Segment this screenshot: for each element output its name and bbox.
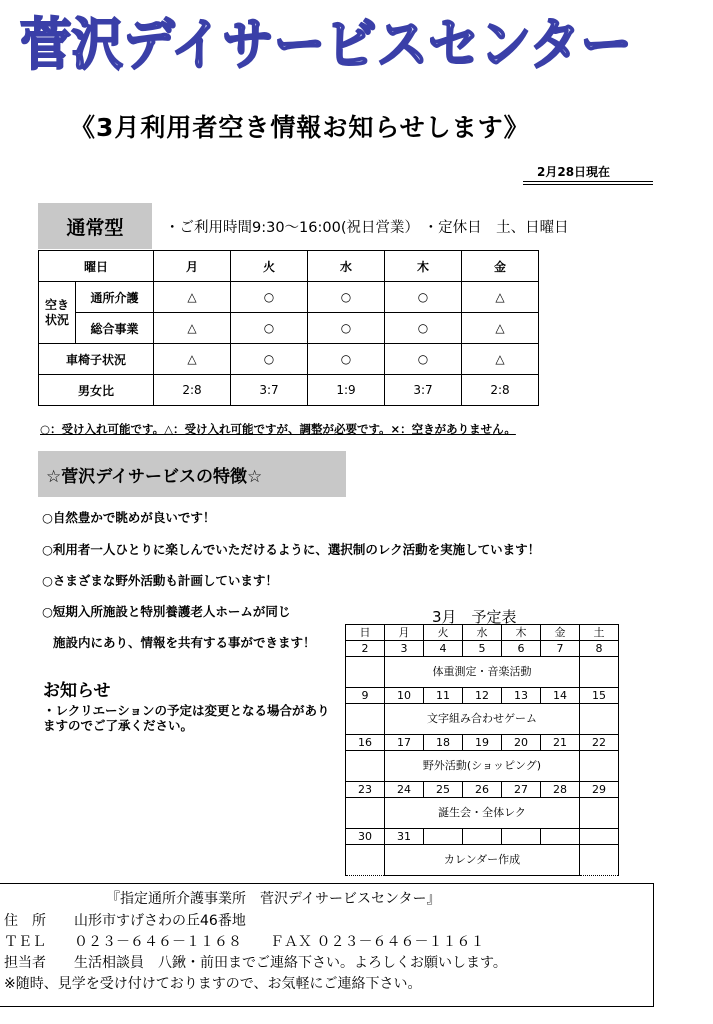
date-cell: 16 xyxy=(346,735,385,751)
date-cell: 26 xyxy=(463,782,502,798)
value-cell: ○ xyxy=(385,313,462,344)
date-row xyxy=(346,735,619,751)
value-cell: 2:8 xyxy=(462,375,539,406)
day-header: 曜日 xyxy=(39,251,154,282)
title-banner xyxy=(18,6,638,76)
feature-item: ○利用者一人ひとりに楽しんでいただけるように、選択制のレク活動を実施しています！ xyxy=(42,542,541,557)
date-row xyxy=(346,782,619,798)
value-cell: △ xyxy=(462,282,539,313)
date-cell: 24 xyxy=(385,782,424,798)
date-cell: 5 xyxy=(463,641,502,657)
availability-table xyxy=(38,250,539,406)
footer-contact: 担当者 生活相談員 八鍬・前田までご連絡下さい。よろしくお願いします。 xyxy=(4,955,507,971)
feature-item: ○さまざまな野外活動も計画しています！ xyxy=(42,573,278,588)
activity-row xyxy=(346,798,619,829)
value-cell: 3:7 xyxy=(231,375,308,406)
date-cell: 14 xyxy=(541,688,580,704)
footer-phone: ＴＥＬ ０２３－６４６－１１６８ ＦＡＸ ０２３－６４６－１１６１ xyxy=(4,934,485,950)
value-cell: ○ xyxy=(308,282,385,313)
weekday-cell: 水 xyxy=(463,625,502,641)
empty-cell xyxy=(346,845,385,876)
feature-item: 施設内にあり、情報を共有する事ができます！ xyxy=(53,635,316,650)
table-row xyxy=(39,251,539,282)
value-cell: ○ xyxy=(231,344,308,375)
empty-cell xyxy=(346,657,385,688)
row-label: 通所介護 xyxy=(76,282,154,313)
date-cell: 25 xyxy=(424,782,463,798)
date-cell: 20 xyxy=(502,735,541,751)
page-subtitle: 《3月利用者空き情報お知らせします》 xyxy=(70,113,530,142)
date-cell: 28 xyxy=(541,782,580,798)
day-cell: 水 xyxy=(308,251,385,282)
date-row xyxy=(346,641,619,657)
table-row xyxy=(39,313,539,344)
schedule-table xyxy=(345,624,619,876)
date-cell: 29 xyxy=(580,782,619,798)
empty-cell xyxy=(346,704,385,735)
value-cell: ○ xyxy=(308,344,385,375)
weekday-cell: 土 xyxy=(580,625,619,641)
value-cell: △ xyxy=(154,344,231,375)
activity-row xyxy=(346,845,619,876)
empty-cell xyxy=(580,657,619,688)
date-cell: 27 xyxy=(502,782,541,798)
date-cell: 4 xyxy=(424,641,463,657)
activity-cell: 誕生会・全体レク xyxy=(385,798,580,829)
value-cell: ○ xyxy=(231,313,308,344)
banner-title: 菅沢デイサービスセンター xyxy=(20,13,632,76)
date-cell xyxy=(502,829,541,845)
date-cell: 12 xyxy=(463,688,502,704)
date-cell: 18 xyxy=(424,735,463,751)
activity-cell: 体重測定・音楽活動 xyxy=(385,657,580,688)
value-cell: △ xyxy=(462,313,539,344)
date-cell: 23 xyxy=(346,782,385,798)
day-cell: 木 xyxy=(385,251,462,282)
activity-row xyxy=(346,751,619,782)
day-cell: 金 xyxy=(462,251,539,282)
date-cell: 3 xyxy=(385,641,424,657)
schedule-title: 3月 予定表 xyxy=(432,608,517,626)
weekday-row xyxy=(346,625,619,641)
activity-cell: カレンダー作成 xyxy=(385,845,580,876)
row-label: 総合事業 xyxy=(76,313,154,344)
value-cell: ○ xyxy=(308,313,385,344)
date-cell: 2 xyxy=(346,641,385,657)
value-cell: ○ xyxy=(385,282,462,313)
value-cell: △ xyxy=(154,282,231,313)
date-cell xyxy=(463,829,502,845)
value-cell: 2:8 xyxy=(154,375,231,406)
activity-cell: 文字組み合わせゲーム xyxy=(385,704,580,735)
activity-row xyxy=(346,657,619,688)
group-label: 空き 状況 xyxy=(39,282,76,344)
value-cell: △ xyxy=(462,344,539,375)
feature-item: ○短期入所施設と特別養護老人ホームが同じ xyxy=(42,604,291,619)
date-cell: 13 xyxy=(502,688,541,704)
table-row xyxy=(39,375,539,406)
weekday-cell: 火 xyxy=(424,625,463,641)
activity-cell: 野外活動(ショッピング) xyxy=(385,751,580,782)
footer-note: ※随時、見学を受け付けておりますので、お気軽にご連絡下さい。 xyxy=(4,976,422,992)
footer-address: 住 所 山形市すげさわの丘46番地 xyxy=(4,913,246,929)
feature-item: ○自然豊かで眺めが良いです！ xyxy=(42,510,216,525)
notice-title: お知らせ xyxy=(43,681,111,701)
service-type-label: 通常型 xyxy=(38,203,152,249)
date-cell: 11 xyxy=(424,688,463,704)
empty-cell xyxy=(580,798,619,829)
value-cell: 3:7 xyxy=(385,375,462,406)
date-cell: 30 xyxy=(346,829,385,845)
empty-cell xyxy=(346,798,385,829)
date-underline xyxy=(523,181,653,182)
table-row xyxy=(39,282,539,313)
date-cell: 9 xyxy=(346,688,385,704)
date-row xyxy=(346,688,619,704)
date-cell: 8 xyxy=(580,641,619,657)
date-cell xyxy=(580,829,619,845)
empty-cell xyxy=(580,845,619,876)
weekday-cell: 月 xyxy=(385,625,424,641)
row-label: 男女比 xyxy=(39,375,154,406)
empty-cell xyxy=(580,704,619,735)
value-cell: 1:9 xyxy=(308,375,385,406)
date-cell xyxy=(541,829,580,845)
as-of-date: 2月28日現在 xyxy=(537,165,611,179)
date-row xyxy=(346,829,619,845)
weekday-cell: 木 xyxy=(502,625,541,641)
date-cell: 10 xyxy=(385,688,424,704)
service-hours: ・ご利用時間9:30～16:00(祝日営業） ・定休日 土、日曜日 xyxy=(165,220,569,236)
notice-body: ・レクリエーションの予定は変更となる場合がありますのでご了承ください。 xyxy=(43,703,330,733)
footer-title: 『指定通所介護事業所 菅沢デイサービスセンター』 xyxy=(106,891,441,907)
activity-row xyxy=(346,704,619,735)
table-row xyxy=(39,344,539,375)
date-cell: 22 xyxy=(580,735,619,751)
date-cell: 15 xyxy=(580,688,619,704)
weekday-cell: 金 xyxy=(541,625,580,641)
date-cell: 6 xyxy=(502,641,541,657)
empty-cell xyxy=(346,751,385,782)
value-cell: ○ xyxy=(231,282,308,313)
empty-cell xyxy=(580,751,619,782)
date-cell xyxy=(424,829,463,845)
date-cell: 31 xyxy=(385,829,424,845)
date-cell: 17 xyxy=(385,735,424,751)
value-cell: ○ xyxy=(385,344,462,375)
day-cell: 月 xyxy=(154,251,231,282)
date-cell: 19 xyxy=(463,735,502,751)
features-heading: ☆菅沢デイサービスの特徴☆ xyxy=(38,451,346,497)
date-cell: 21 xyxy=(541,735,580,751)
date-cell: 7 xyxy=(541,641,580,657)
availability-legend: ○：受け入れ可能です。△：受け入れ可能ですが、調整が必要です。×：空きがありません。 xyxy=(40,422,516,436)
date-underline xyxy=(523,184,653,185)
weekday-cell: 日 xyxy=(346,625,385,641)
row-label: 車椅子状況 xyxy=(39,344,154,375)
value-cell: △ xyxy=(154,313,231,344)
day-cell: 火 xyxy=(231,251,308,282)
